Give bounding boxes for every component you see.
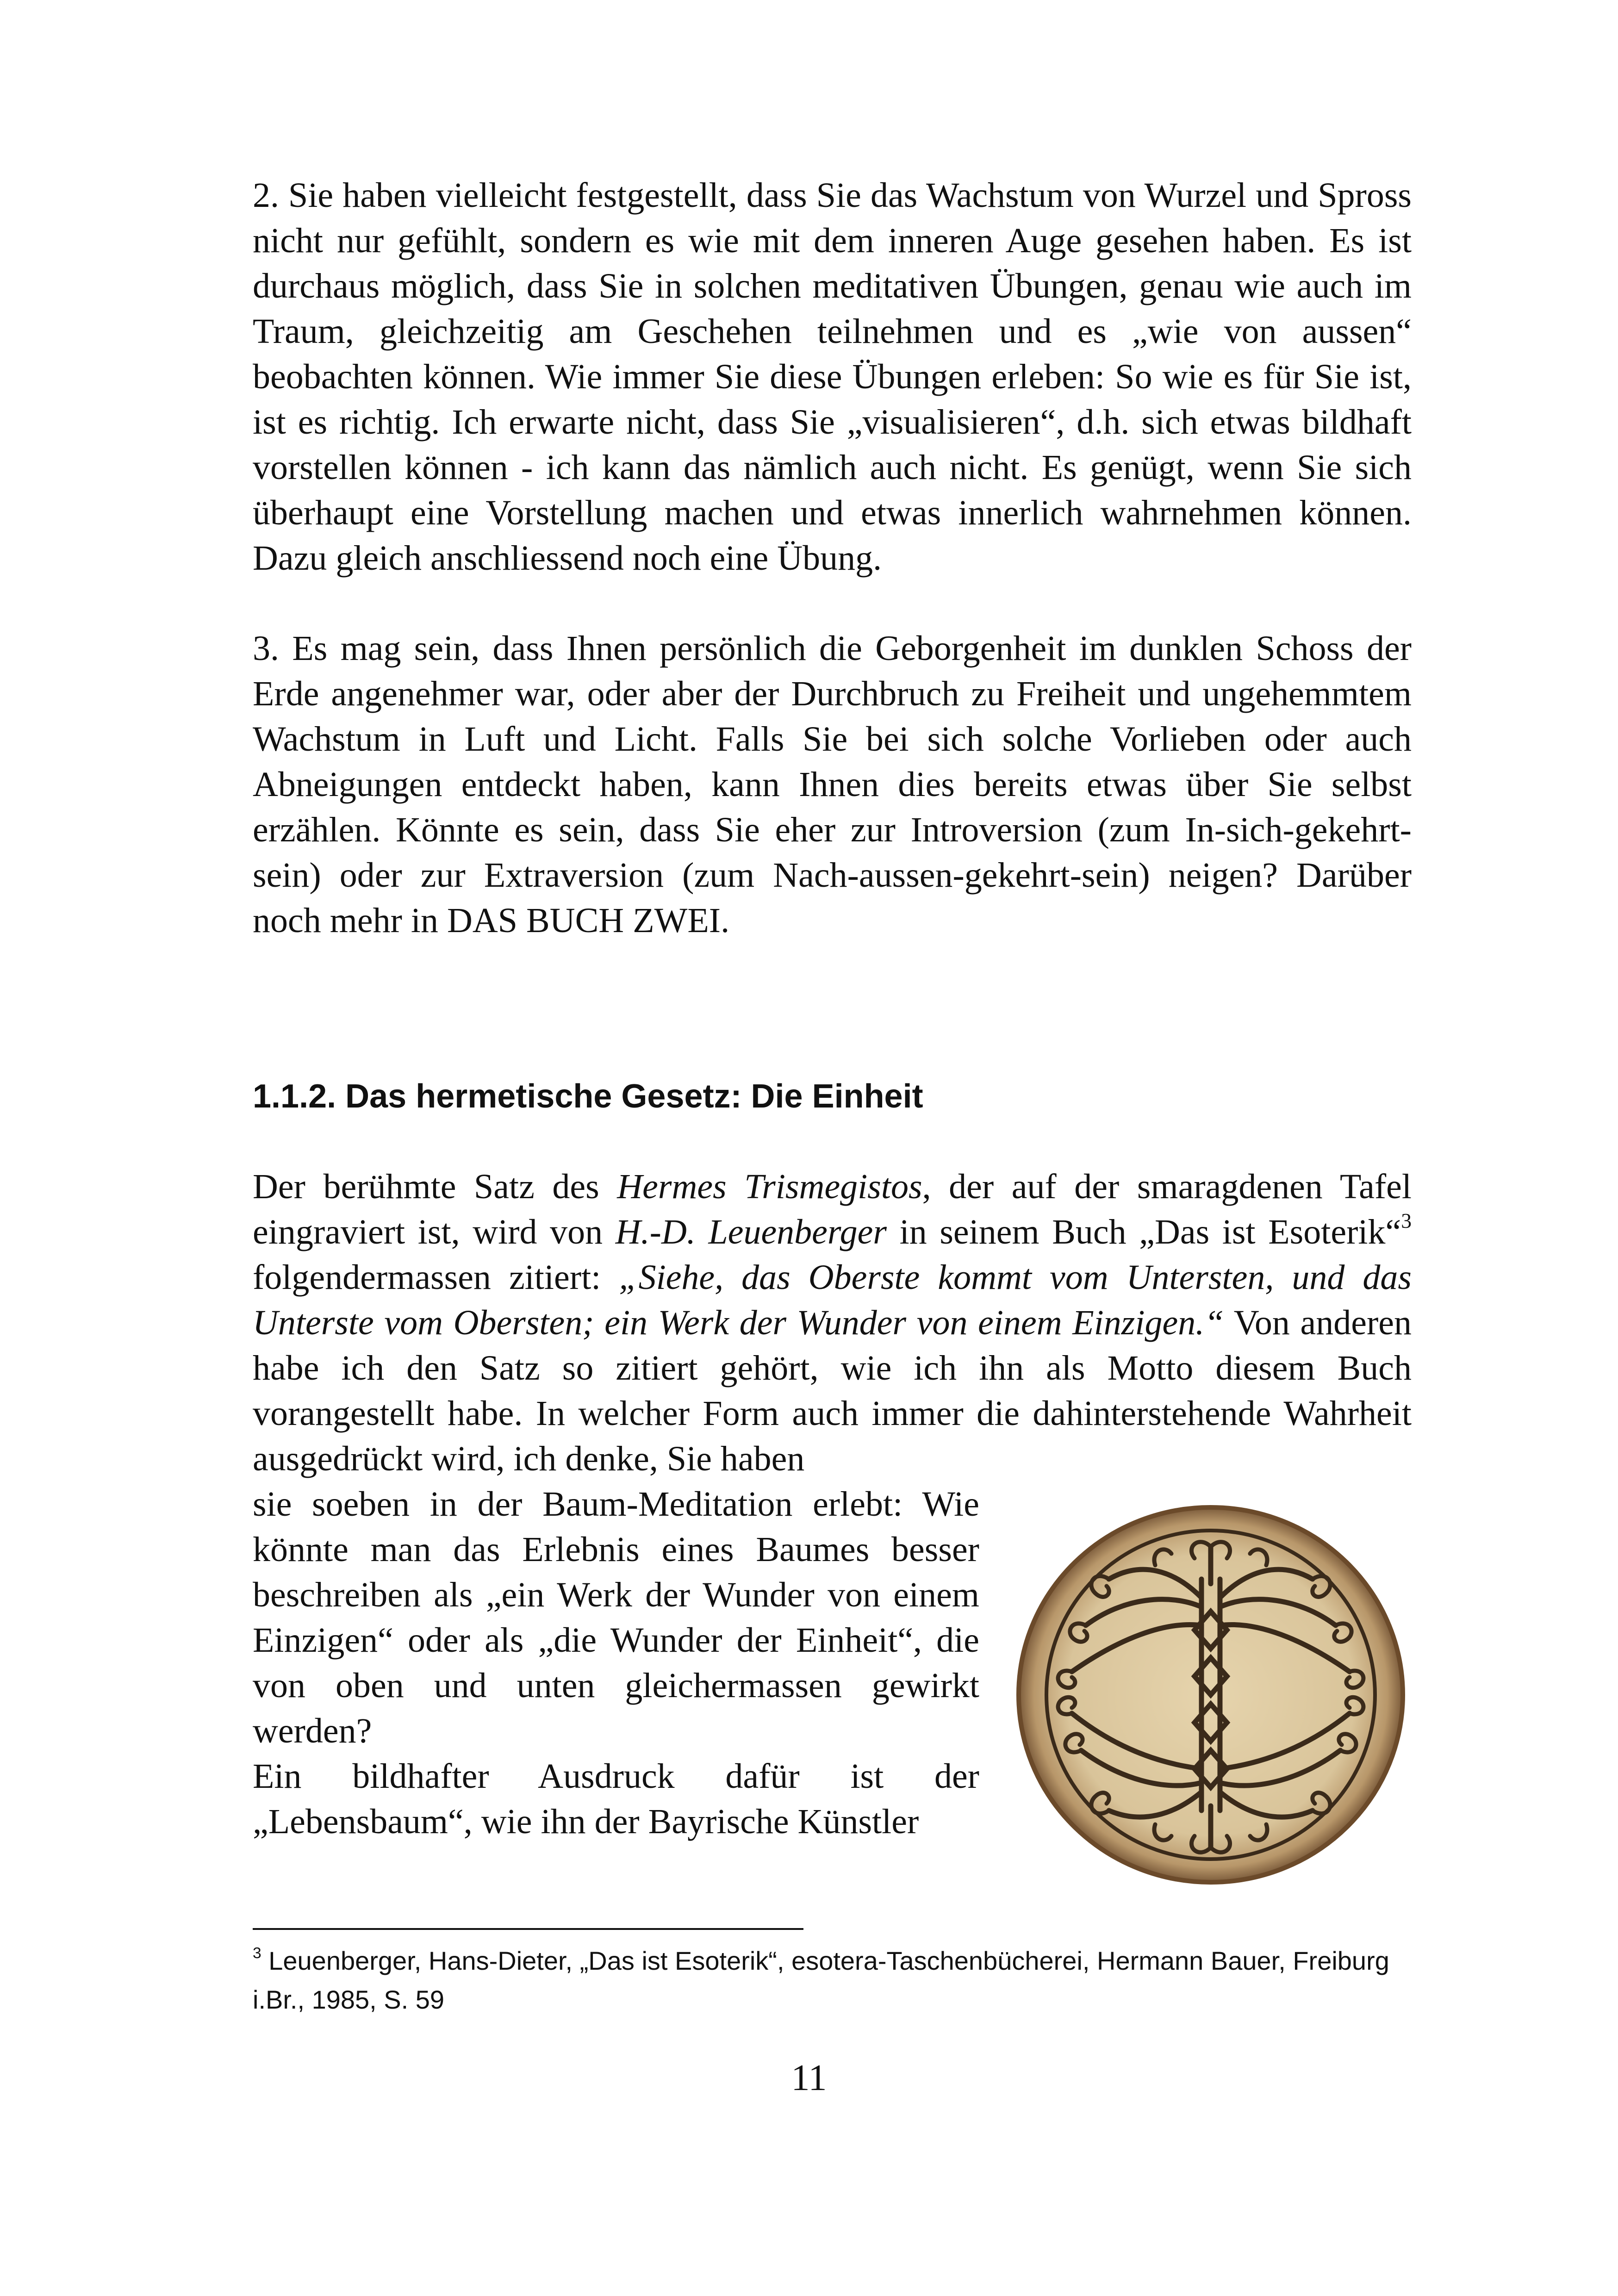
section-heading: 1.1.2. Das hermetische Gesetz: Die Einheit (253, 1078, 923, 1115)
main-text-1: Der berühmte Satz des (253, 1167, 617, 1206)
footnote-reference[interactable]: 3 (1401, 1208, 1412, 1232)
wrap-text-last: Ein bildhafter Ausdruck dafür ist der „Lebensbaum“, wie ihn der Bayrische Künstler (253, 1757, 979, 1841)
footnote-text: Leuenberger, Hans-Dieter, „Das ist Esoterik“, esotera-Taschenbücherei, Hermann Bauer, Freiburg i.Br., 1985, S. 59 (253, 1946, 1389, 2014)
wrap-paragraph (253, 1481, 979, 1844)
main-text-4: folgendermassen zitiert: (253, 1258, 619, 1297)
wrap-text-rest: Wie könnte man das Erlebnis eines Baumes besser beschreiben als „ein Werk der Wunder von einem Einzigen“ oder als „die Wunder der Einheit“, die von oben und unten gleichermassen gewirkt werden? (253, 1485, 979, 1750)
hermes-quote: „Siehe, das Oberste kommt vom Untersten, und das Unterste vom Obersten; ein Werk der Wunder von einem Einzigen.“ (253, 1258, 1412, 1342)
paragraph-2: 2. Sie haben vielleicht festgestellt, dass Sie das Wachstum von Wurzel und Spross nicht nur gefühlt, sondern es wie mit dem inneren Auge gesehen haben. Es ist durchaus möglich, dass Sie in solchen meditativen Übungen, genau wie auch im Traum, gleichzeitig am Geschehen teilnehmen und es „wie von aussen“ beobachten können. Wie immer Sie diese Übungen erleben: So wie es für Sie ist, ist es richtig. Ich erwarte nicht, dass Sie „visualisieren“, d.h. sich etwas bildhaft vorstellen können - ich kann das nämlich auch nicht. Es genügt, wenn Sie sich überhaupt eine Vorstellung machen und etwas innerlich wahrnehmen können. Dazu gleich anschliessend noch eine Übung. (253, 176, 1412, 578)
paragraph-3: 3. Es mag sein, dass Ihnen persönlich die Geborgenheit im dunklen Schoss der Erde angenehmer war, oder aber der Durchbruch zu Freiheit und ungehemmtem Wachstum in Luft und Licht. Falls Sie bei sich solche Vorlieben oder auch Abneigungen entdeckt haben, kann Ihnen dies bereits etwas über Sie selbst erzählen. Könnte es sein, dass Sie eher zur Introversion (zum In-sich-gekehrt-sein) oder zur Extraversion (zum Nach-aussen-gekehrt-sein) neigen? Darüber noch mehr in DAS BUCH ZWEI. (253, 629, 1412, 940)
main-text-3: in seinem Buch „Das ist Esoterik“ (886, 1213, 1401, 1251)
footnote-number: 3 (253, 1944, 261, 1962)
footnote (253, 1941, 1412, 2019)
hermes-name: Hermes Trismegistos (617, 1167, 922, 1206)
footnote-divider (253, 1928, 803, 1930)
main-paragraph (253, 1164, 1412, 1481)
main-text-5: Von anderen habe ich den Satz so zitiert gehört, wie ich ihn als Motto diesem Buch vorangestellt habe. In welcher Form auch immer die dahinterstehende Wahrheit ausgedrückt wird, ich denke, Sie haben (253, 1303, 1412, 1478)
tree-of-life-image (1016, 1491, 1412, 1887)
tree-of-life-icon (1016, 1491, 1412, 1887)
leuenberger-name: H.-D. Leuenberger (615, 1213, 887, 1251)
main-text-2: , der auf der smaragdenen Tafel eingraviert ist, wird von (253, 1167, 1412, 1251)
page-number: 11 (791, 2058, 827, 2098)
wrap-line-1: sie soeben in der Baum-Meditation erlebt: (253, 1485, 903, 1524)
